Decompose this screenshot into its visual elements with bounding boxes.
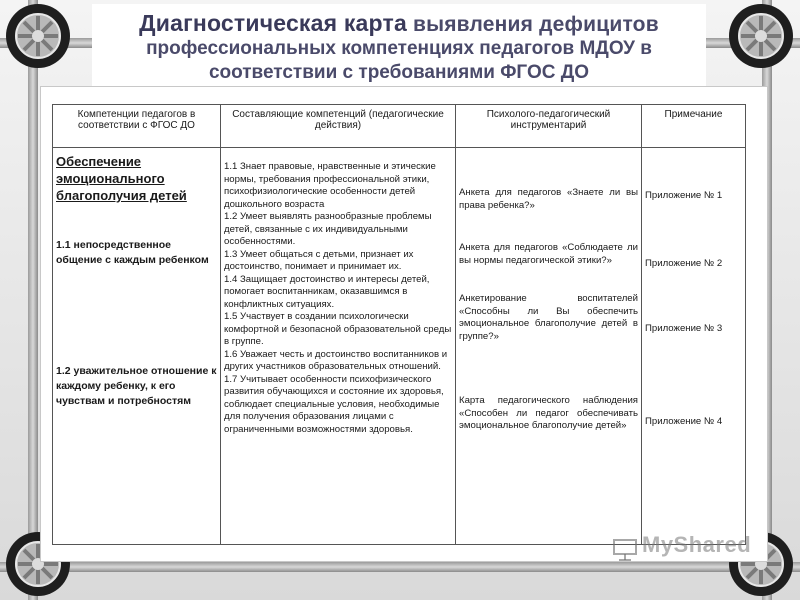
competence-item-1: 1.1 непосредственное общение с каждым ребенком (56, 239, 209, 266)
title-line-1 (92, 10, 706, 37)
note-item: Приложение № 3 (645, 323, 723, 334)
component-item: 1.6 Уважает честь и достоинство воспитанников и других участников образовательных отношений. (224, 348, 448, 372)
tools-cell (456, 148, 642, 545)
component-item: 1.5 Участвует в создании психологически комфортной и безопасной образовательной среды в группе. (224, 311, 452, 347)
component-item: 1.3 Умеет общаться с детьми, признает их достоинство, понимает и принимает их. (224, 248, 414, 272)
note-item: Приложение № 2 (645, 257, 723, 269)
competence-title: Обеспечение эмоционального благополучия детей (56, 154, 187, 203)
notes-cell (642, 148, 746, 545)
header-notes: Примечание (642, 105, 746, 148)
note-item: Приложение № 1 (645, 190, 723, 201)
title-line-2: профессиональных компетенциях педагогов МДОУ в (146, 38, 652, 59)
presentation-icon (612, 538, 638, 562)
wheel-icon (4, 2, 72, 70)
components-cell (221, 148, 456, 545)
competence-item-2: 1.2 уважительное отношение к каждому ребенку, к его чувствам и потребностям (56, 365, 217, 407)
wheel-icon (727, 2, 795, 70)
title-emphasis: Диагностическая карта (139, 10, 407, 36)
tool-item: Анкета для педагогов «Соблюдаете ли вы нормы педагогической этики?» (459, 242, 638, 266)
competencies-cell (53, 148, 221, 545)
component-item: 1.2 Умеет выявлять разнообразные проблемы детей, связанные с их индивидуальными особенностями. (224, 211, 432, 247)
tool-item: Карта педагогического наблюдения «Способен ли педагог обеспечивать эмоциональное благополучие детей» (459, 395, 638, 431)
component-item: 1.4 Защищает достоинство и интересы детей, помогает воспитанникам, оказавшимся в конфликтных ситуациях. (224, 273, 430, 310)
diagnostic-table (52, 104, 746, 545)
title-rest: выявления дефицитов (406, 13, 659, 36)
tool-item: Анкетирование воспитателей «Способны ли Вы обеспечить эмоциональное благополучие детей в группе?» (459, 293, 638, 342)
tool-item: Анкета для педагогов «Знаете ли вы права ребенка?» (459, 187, 638, 211)
header-components: Составляющие компетенций (педагогические действия) (221, 105, 456, 148)
header-tools: Психолого-педагогический инструментарий (456, 105, 642, 148)
frame-rail-bottom (0, 562, 800, 572)
header-competencies: Компетенции педагогов в соответствии с ФГОС ДО (53, 105, 221, 148)
watermark-text: MyShared (642, 532, 752, 557)
title-line-3: соответствии с требованиями ФГОС ДО (208, 62, 590, 83)
table-header-row (53, 105, 746, 148)
frame-rail-left (28, 0, 38, 600)
slide-title (92, 4, 706, 86)
component-item: 1.1 Знает правовые, нравственные и этические нормы, требования профессиональной этики, психофизиологические особенности детей дошкольного возраста (224, 161, 436, 210)
table-row (53, 148, 746, 545)
component-item: 1.7 Учитывает особенности психофизического развития обучающихся и состояние их здоровья, соблюдает специальные условия, необходимые для получения образования лицами с ограниченными возможностями здоровья. (224, 373, 444, 435)
note-item: Приложение № 4 (645, 415, 723, 427)
